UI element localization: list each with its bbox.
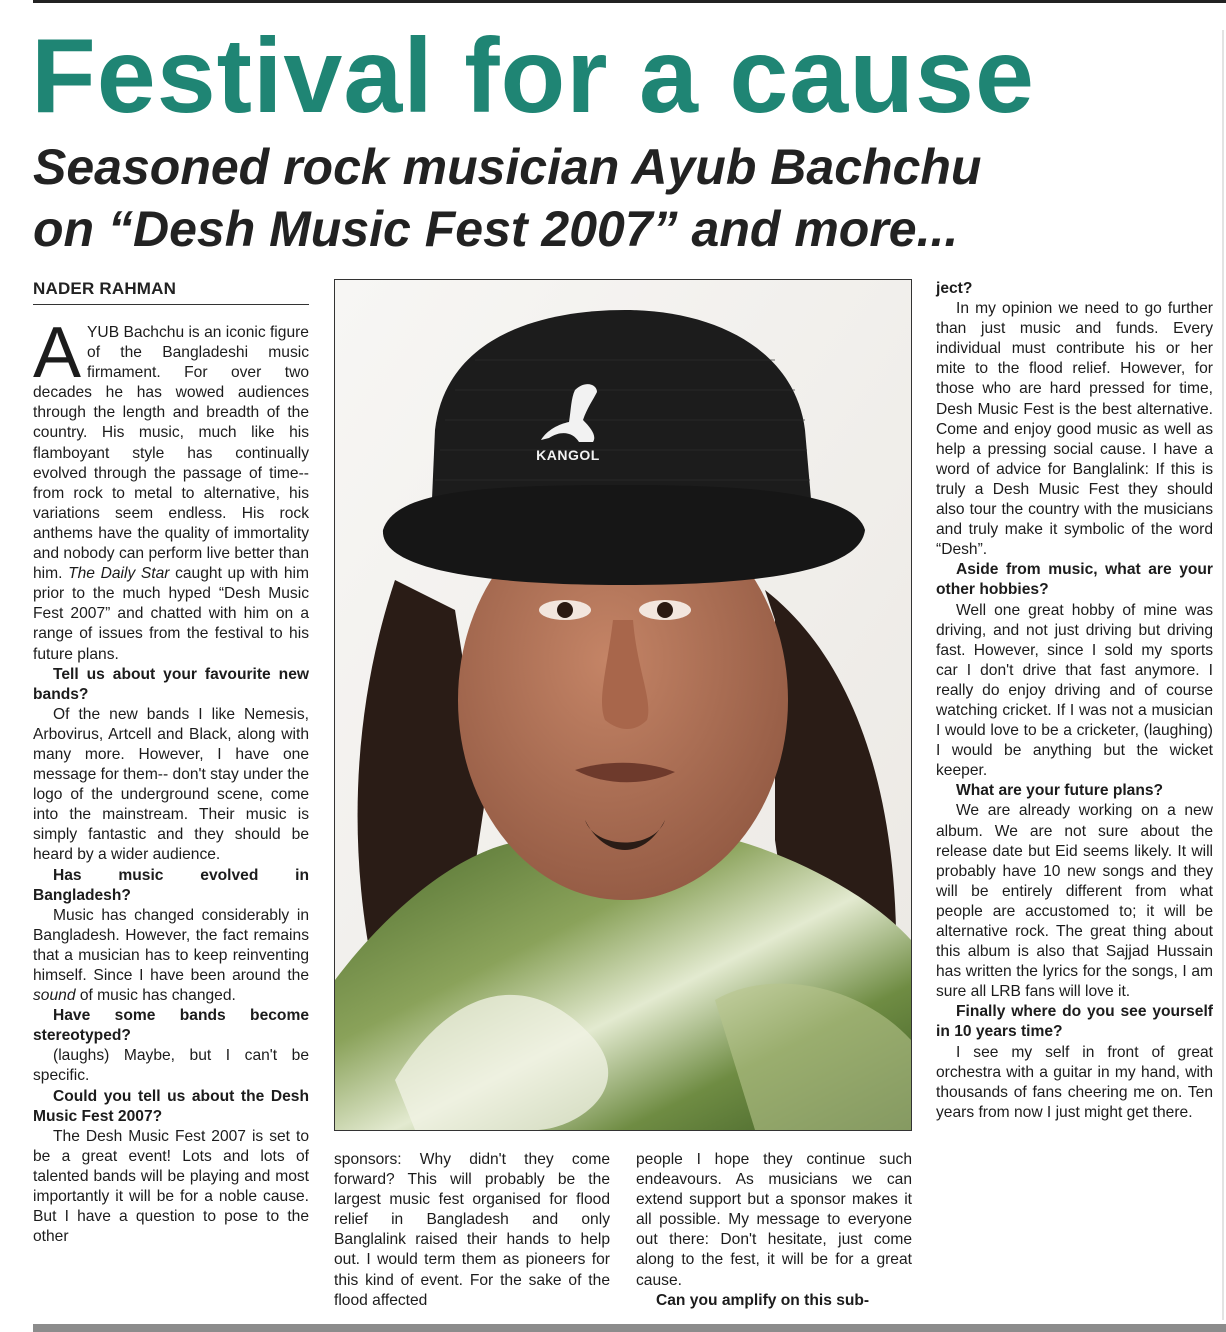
hat-brim	[383, 485, 865, 585]
answer-amplify: In my opinion we need to go further than just music and funds. Every individual must contribute his or her mite to the flood relief. However, for those who are hard pressed for time, Desh Music Fest is the best alternative. Come and enjoy good music as well as help a pressing social cause. I have a word of advice for Banglalink: If this is truly a Desh Music Fest they should also tour the country with the musicians and truly make it symbolic of the word “Desh”.	[936, 300, 1213, 559]
answer-future-plans: We are already working on a new album. We are not sure about the release date but Eid seems likely. It will probably have 10 new songs and they will be entirely different from what people are accustomed to; it will be alternative rock. The great thing about this album is also that Sajjad Hussain has written the lyrics for the songs, I am sure all LRB fans will love it.	[936, 802, 1213, 1001]
subheadline-line-2: on “Desh Music Fest 2007” and more...	[33, 201, 959, 257]
question-ten-years: Finally where do you see yourself in 10 years time?	[936, 1003, 1213, 1041]
question-stereotyped: Have some bands become stereotyped?	[33, 1007, 309, 1045]
answer-hobbies: Well one great hobby of mine was driving, and not just driving but driving fast. However, since I sold my sports car I don't drive that fast anymore. I really do enjoy driving and of course watching cricket. If I was not a musician I would love to be a cricketer, (laughing) I would be anything but the wicket keeper.	[936, 601, 1213, 780]
top-rule	[33, 0, 1226, 3]
right-pupil	[657, 602, 673, 618]
article-column-4	[936, 279, 1213, 1123]
portrait-illustration	[335, 280, 911, 1130]
subheadline-line-1: Seasoned rock musician Ayub Bachchu	[33, 139, 982, 195]
drop-cap: A	[33, 313, 82, 393]
bottom-rule	[33, 1324, 1226, 1332]
question-future-plans: What are your future plans?	[956, 782, 1164, 800]
hat-brand-label: KANGOL	[536, 447, 600, 463]
byline: NADER RAHMAN	[33, 279, 177, 298]
question-amplify-part-1: Can you amplify on this sub-	[656, 1291, 870, 1309]
article-column-1	[33, 313, 310, 1247]
subheadline	[33, 136, 1213, 260]
answer-favourite-bands: Of the new bands I like Nemesis, Arbovirus, Artcell and Black, along with many more. However, I have one message for them-- don't stay under the logo of the underground scene, come into the mainstream. Their music is simply fantastic and they should be heard by a wider audience.	[33, 705, 310, 864]
question-hobbies: Aside from music, what are your other hobbies?	[936, 561, 1213, 599]
question-favourite-bands: Tell us about your favourite new bands?	[33, 665, 309, 703]
article-column-2	[334, 1150, 610, 1311]
answer-desh-music-fest-end: people I hope they continue such endeavours. As musicians we can extend support but a sponsor makes it all possible. My message to everyone out there: Don't hesitate, just come along to the fest, it will be for a great cause.	[636, 1151, 912, 1289]
intro-text-continued: caught up with him prior to the much hyped “Desh Music Fest 2007” and chatted with him on a range of issues from the festival to his future plans.	[33, 565, 309, 663]
byline-rule	[33, 304, 309, 305]
answer-stereotyped: (laughs) Maybe, but I can't be specific.	[33, 1047, 309, 1085]
answer-music-evolved-text-end: of music has changed.	[75, 987, 236, 1005]
right-margin-rule	[1222, 30, 1224, 1320]
publication-name: The Daily Star	[68, 565, 170, 583]
intro-text: YUB Bachchu is an iconic figure of the Bangladeshi music firmament. For over two decades he has wowed audiences through the length and breadth of the country. His music, much like his flamboyant style has continually evolved through the passage of time--from rock to metal to alternative, his variations seem endless. His rock anthems have the quality of immortality and nobody can perform live better than him.	[33, 324, 309, 583]
question-desh-music-fest: Could you tell us about the Desh Music Fest 2007?	[33, 1087, 309, 1125]
portrait-photo	[334, 279, 912, 1131]
article-column-3	[636, 1150, 912, 1311]
headline: Festival for a cause	[31, 17, 1035, 135]
question-amplify-part-2: ject?	[936, 280, 973, 297]
answer-music-evolved	[33, 906, 309, 1006]
answer-music-evolved-text: Music has changed considerably in Bangladesh. However, the fact remains that a musician has to keep reinventing himself. Since I have been around the	[33, 906, 309, 984]
answer-music-evolved-italic: sound	[33, 987, 76, 1005]
intro-paragraph	[33, 313, 309, 665]
answer-desh-music-fest: The Desh Music Fest 2007 is set to be a great event! Lots and lots of talented bands will be playing and most importantly it will be for a noble cause. But I have a question to pose to the other	[33, 1127, 309, 1246]
answer-ten-years: I see my self in front of great orchestra with a guitar in my hand, with thousands of fans cheering me on. Ten years from now I just might get there.	[936, 1043, 1213, 1121]
question-music-evolved: Has music evolved in Bangladesh?	[33, 866, 309, 904]
answer-desh-music-fest-continued: sponsors: Why didn't they come forward? This will probably be the largest music fest organised for flood relief in Bangladesh and only Banglalink raised their hands to help out. I would term them as pioneers for this kind of event. For the sake of the flood affected	[334, 1151, 610, 1309]
left-pupil	[557, 602, 573, 618]
